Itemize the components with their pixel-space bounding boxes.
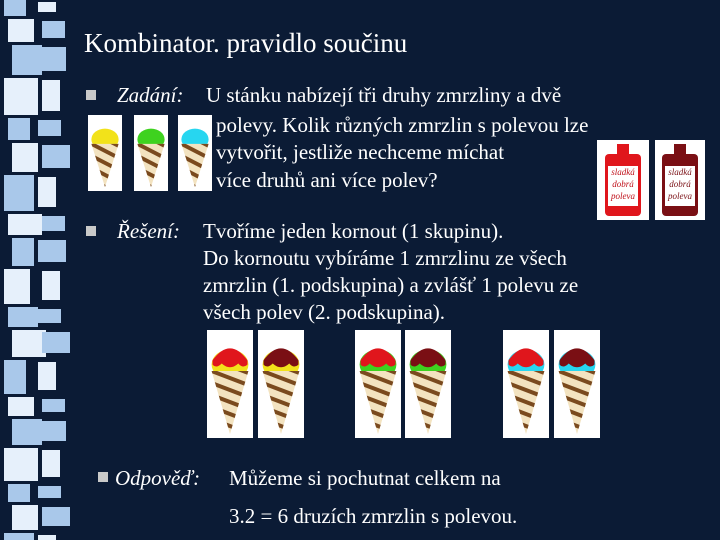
strip-block: [8, 484, 30, 502]
strip-block: [42, 271, 60, 300]
strip-block: [4, 448, 38, 481]
strip-block: [12, 505, 38, 530]
strip-block: [42, 399, 65, 412]
strip-block: [8, 307, 38, 327]
strip-block: [38, 2, 56, 12]
strip-block: [38, 177, 56, 207]
strip-block: [4, 78, 38, 115]
strip-block: [38, 486, 61, 498]
bullet-zadani: [86, 90, 96, 100]
strip-block: [4, 533, 34, 540]
bottle-label-1: sladká: [611, 167, 635, 177]
strip-block: [38, 362, 56, 390]
ice-cream-with-topping-icon: [405, 330, 451, 438]
strip-block: [38, 120, 61, 136]
ice-cream-combo-card: [554, 330, 600, 438]
odpoved-label: Odpověď:: [115, 466, 201, 490]
strip-block: [12, 330, 46, 357]
ice-cream-card: [134, 115, 168, 191]
strip-block: [42, 450, 60, 477]
strip-block: [8, 118, 30, 140]
zadani-label: Zadání:: [117, 83, 184, 107]
strip-block: [42, 507, 70, 526]
ice-cream-combo-card: [355, 330, 401, 438]
ice-cream-with-topping-icon: [554, 330, 600, 438]
strip-block: [4, 269, 30, 304]
ice-cream-with-topping-icon: [258, 330, 304, 438]
strip-block: [42, 216, 65, 231]
strip-block: [8, 214, 42, 235]
strip-block: [42, 332, 70, 353]
reseni-line-4: všech polev (2. podskupina).: [203, 300, 446, 324]
reseni-label: Řešení:: [117, 219, 180, 243]
bottle-label-3: poleva: [611, 191, 635, 201]
slide-title: Kombinator. pravidlo součinu: [84, 28, 408, 58]
strip-block: [42, 21, 65, 38]
bullet-reseni: [86, 226, 96, 236]
topping-bottle-brown: [655, 140, 705, 220]
ice-cream-card: [88, 115, 122, 191]
strip-block: [4, 175, 34, 211]
odpoved-line-1: Můžeme si pochutnat celkem na: [229, 466, 501, 490]
ice-cream-icon: [88, 115, 122, 191]
strip-block: [38, 421, 66, 441]
reseni-line-3: zmrzlin (1. podskupina) a zvlášť 1 polevu ze: [203, 273, 579, 297]
strip-block: [12, 143, 38, 172]
strip-block: [42, 145, 70, 168]
strip-block: [42, 80, 60, 111]
ice-cream-icon: [178, 115, 212, 191]
zadani-line-3: vytvořit, jestliže nechceme míchat: [216, 140, 505, 164]
decorative-side-strip: [0, 0, 76, 540]
ice-cream-with-topping-icon: [207, 330, 253, 438]
ice-cream-card: [178, 115, 212, 191]
strip-block: [38, 309, 61, 323]
ice-cream-combo-card: [405, 330, 451, 438]
zadani-line-4: více druhů ani více polev?: [216, 168, 438, 192]
odpoved-line-2: 3.2 = 6 druzích zmrzlin s polevou.: [229, 504, 518, 528]
strip-block: [12, 238, 34, 266]
ice-cream-icon: [134, 115, 168, 191]
strip-block: [4, 360, 26, 394]
strip-block: [4, 0, 26, 16]
bottle-label-1: sladká: [668, 167, 692, 177]
bottle-label-3: poleva: [668, 191, 692, 201]
reseni-line-1: Tvoříme jeden kornout (1 skupinu).: [203, 219, 504, 243]
strip-block: [8, 397, 34, 416]
zadani-line-2: polevy. Kolik různých zmrzlin s polevou lze: [216, 113, 589, 137]
zadani-line-1: U stánku nabízejí tři druhy zmrzliny a dvě: [206, 83, 562, 107]
bullet-odpoved: [98, 472, 108, 482]
topping-bottle-red: [597, 140, 649, 220]
ice-cream-combo-card: [258, 330, 304, 438]
ice-cream-combo-card: [207, 330, 253, 438]
ice-cream-with-topping-icon: [355, 330, 401, 438]
strip-block: [8, 19, 34, 42]
strip-block: [38, 47, 66, 71]
bottle-label-2: dobrá: [612, 179, 634, 189]
strip-block: [38, 240, 66, 262]
strip-block: [38, 535, 56, 540]
ice-cream-combo-card: [503, 330, 549, 438]
reseni-line-2: Do kornoutu vybíráme 1 zmrzlinu ze všech: [203, 246, 567, 270]
bottle-label-2: dobrá: [669, 179, 691, 189]
ice-cream-with-topping-icon: [503, 330, 549, 438]
